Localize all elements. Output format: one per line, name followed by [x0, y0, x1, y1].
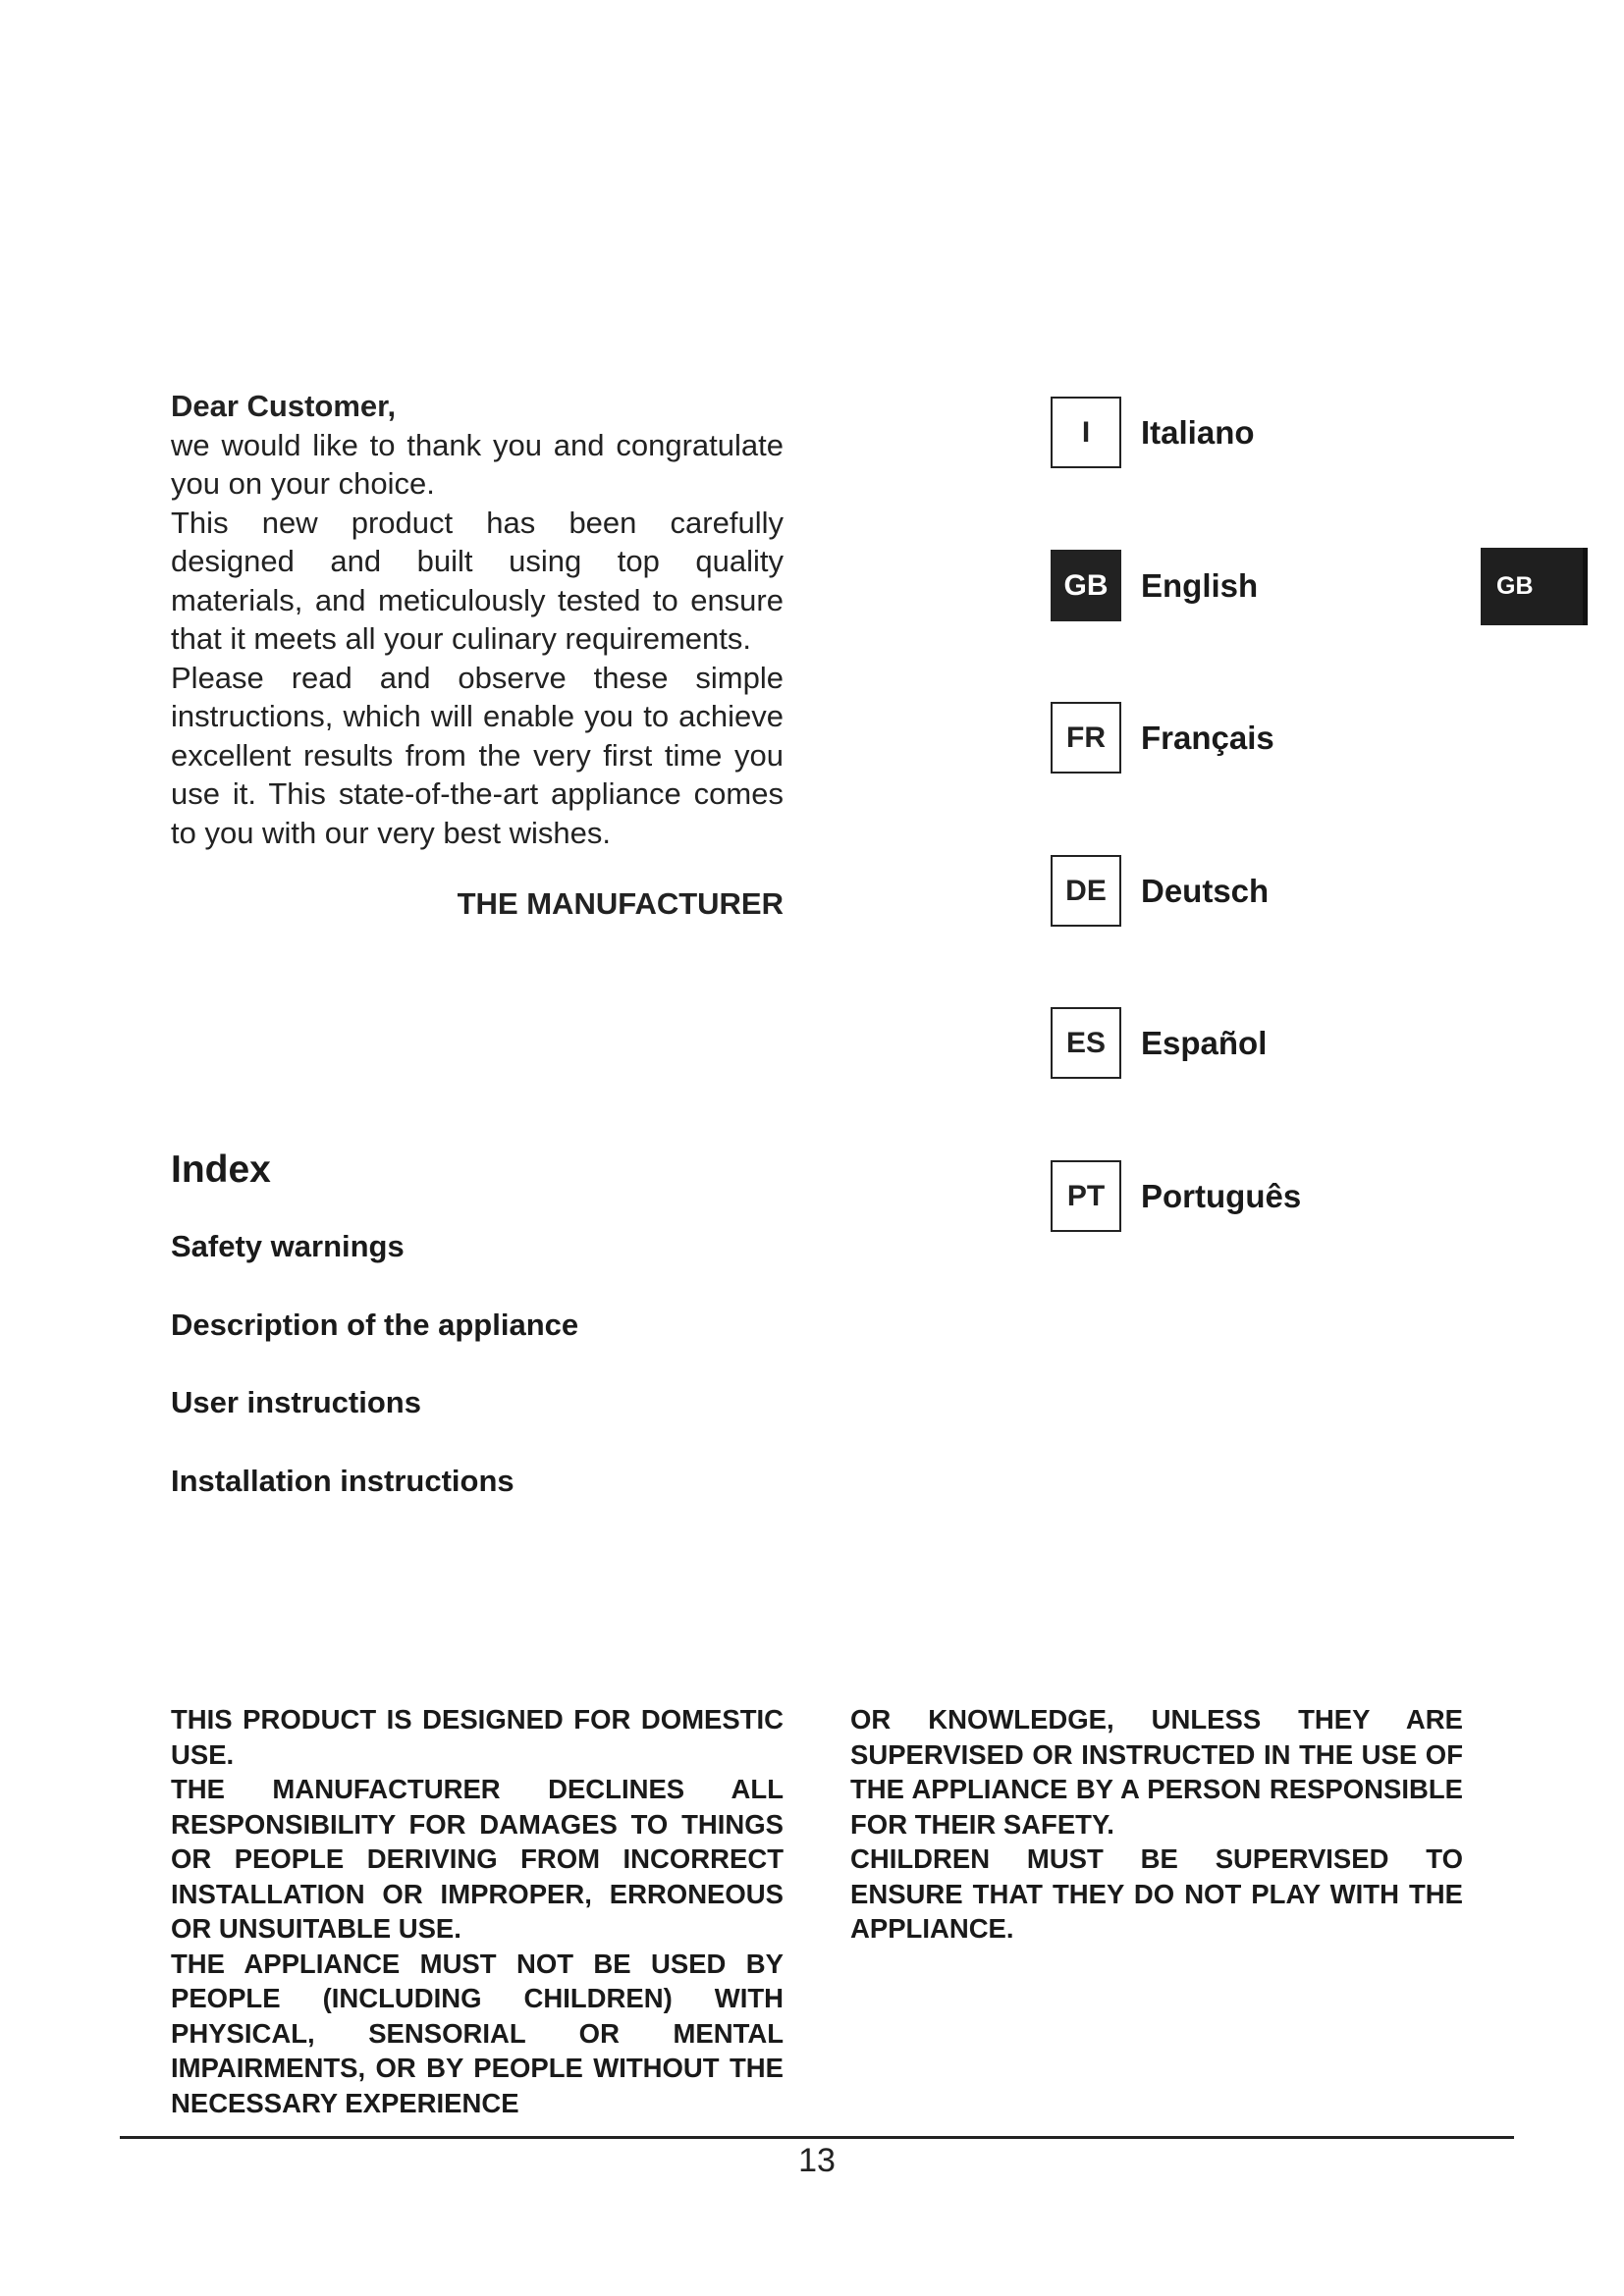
intro-paragraph: we would like to thank you and congratulate you on your choice. — [171, 427, 784, 501]
language-code-badge: ES — [1051, 1007, 1121, 1079]
warning-paragraph: THIS PRODUCT IS DESIGNED FOR DOMESTIC USE. — [171, 1704, 784, 1770]
warning-paragraph: THE MANUFACTURER DECLINES ALL RESPONSIBILITY FOR DAMAGES TO THINGS OR PEOPLE DERIVING FROM INCORRECT INSTALLATION OR IMPROPER, ERRONEOUS OR UNSUITABLE USE. — [171, 1774, 784, 1944]
side-language-tab: GB — [1481, 548, 1588, 625]
index-title: Index — [171, 1148, 271, 1191]
warning-column-left — [171, 1702, 784, 2120]
language-name: Français — [1141, 720, 1274, 756]
index-item-installation-instructions[interactable]: Installation instructions — [171, 1463, 514, 1498]
greeting: Dear Customer, — [171, 389, 397, 423]
warning-paragraph: CHILDREN MUST BE SUPERVISED TO ENSURE THAT THEY DO NOT PLAY WITH THE APPLIANCE. — [850, 1843, 1463, 1944]
intro-letter — [171, 387, 784, 924]
language-name: Español — [1141, 1025, 1268, 1061]
index-item-user-instructions[interactable]: User instructions — [171, 1385, 421, 1419]
language-code-badge: PT — [1051, 1160, 1121, 1232]
warning-paragraph: OR KNOWLEDGE, UNLESS THEY ARE SUPERVISED OR INSTRUCTED IN THE USE OF THE APPLIANCE BY A PERSON RESPONSIBLE FOR THEIR SAFETY. — [850, 1704, 1463, 1840]
language-name: Deutsch — [1141, 872, 1270, 909]
language-code-badge: FR — [1051, 702, 1121, 774]
language-name: Português — [1141, 1177, 1302, 1214]
page-number: 13 — [798, 2142, 836, 2179]
index-list — [171, 1229, 578, 1541]
intro-paragraph: Please read and observe these simple instructions, which will enable you to achieve excellent results from the very first time you use it. This state-of-the-art appliance comes to you with our very best wishes. — [171, 660, 784, 850]
manufacturer-signature: THE MANUFACTURER — [457, 886, 784, 921]
index-item-safety-warnings[interactable]: Safety warnings — [171, 1229, 405, 1263]
intro-paragraph: This new product has been carefully designed and built using top quality materials, and meticulously tested to ensure that it meets all your culinary requirements. — [171, 505, 784, 656]
language-code-badge-active: GB — [1051, 550, 1121, 621]
warning-paragraph: THE APPLIANCE MUST NOT BE USED BY PEOPLE (INCLUDING CHILDREN) WITH PHYSICAL, SENSORIAL OR MENTAL IMPAIRMENTS, OR BY PEOPLE WITHOUT THE NECESSARY EXPERIENCE — [171, 1948, 784, 2118]
language-code-badge: I — [1051, 397, 1121, 468]
language-name: English — [1141, 566, 1259, 604]
footer-divider — [120, 2136, 1514, 2139]
language-name: Italiano — [1141, 414, 1255, 451]
warning-column-right — [850, 1702, 1463, 1947]
index-item-description[interactable]: Description of the appliance — [171, 1307, 579, 1342]
language-code-badge: DE — [1051, 855, 1121, 927]
